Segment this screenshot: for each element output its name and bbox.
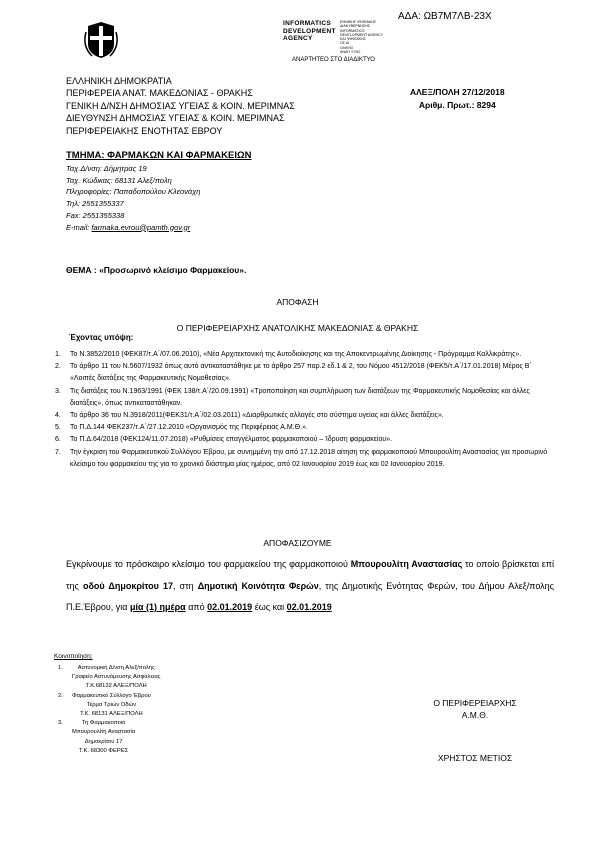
subject-line: ΘΕΜΑ : «Προσωρινό κλείσιμο Φαρμακείου». — [66, 265, 247, 275]
closure-from-date: 02.01.2019 — [207, 602, 253, 612]
cc-label: Κοινοποίηση: — [54, 653, 93, 660]
header-region: ΠΕΡΙΦΕΡΕΙΑ ΑΝΑΤ. ΜΑΚΕΔΟΝΙΑΣ - ΘΡΑΚΗΣ — [66, 88, 253, 98]
greek-emblem-icon — [84, 20, 118, 60]
cc-item: 1. Αστυνομική Δ/νση Αλεξ/πολης Γραφείο Αστυνόμευσης Ασφάλειας Τ.Κ.68132 ΑΛΕΞ/ΠΟΛΗ — [58, 665, 161, 690]
contact-fax: Fax: 2551355338 — [66, 210, 125, 220]
contact-postcode: Ταχ. Κώδικας: 68131 Αλεξ/πολη — [66, 175, 172, 185]
header-department: ΤΜΗΜΑ: ΦΑΡΜΑΚΩΝ ΚΑΙ ΦΑΡΜΑΚΕΙΩΝ — [66, 150, 252, 161]
protocol-block — [410, 86, 505, 111]
signature-name: ΧΡΗΣΤΟΣ ΜΕΤΙΟΣ — [437, 753, 513, 763]
contact-block — [66, 163, 200, 233]
list-item: 6. Το Π.Δ.64/2018 (ΦΕΚ124/11.07.2018) «Ρυθμίσεις επαγγέλματος φαρμακοποιού – Ίδρυση φαρμακείου». — [55, 436, 393, 444]
protocol-number: Αριθμ. Πρωτ.: 8294 — [418, 99, 496, 110]
pharmacy-street: οδού Δημοκρίτου 17 — [82, 580, 173, 591]
signature-region: Α.Μ.Θ. — [461, 710, 489, 720]
decision-paragraph: Εγκρίνουμε το πρόσκαιρο κλείσιμο του φαρμακείου της φαρμακοποιού Μπουρουλίτη Αναστασίας το οποίο βρίσκεται επί της οδού Δημοκρίτου 17, στη Δημοτική Κοινότητα Φερών, της Δημοτικής Ενότητας Φερών, του Δήμου Αλεξ/πολης Π.Ε.Έβρου, για μία (1) ημέρα από 02.01.2019 έως και 02.01.2019 — [66, 559, 554, 612]
decision-heading: ΑΠΟΦΑΣΗ — [276, 297, 319, 307]
signature-title: Ο ΠΕΡΙΦΕΡΕΙΑΡΧΗΣ — [433, 698, 517, 708]
closure-to-date: 02.01.2019 — [286, 602, 332, 612]
list-item: 3. Τις διατάξεις του Ν.1963/1991 (ΦΕΚ 138/τ.Α΄/20.09.1991) «Τροποποίηση και συμπλήρωση των διατάξεων της Φαρμακευτικής Νομοθεσίας και άλλες διατάξεις», όπως αντικαταστάθηκαν. — [55, 387, 530, 407]
cc-item: 3. Τη Φαρμακοποιό Μπουρουλίτη Αναστασία Δημοκρίτου 17 Τ.Κ. 68300 ΦΕΡΕΣ — [58, 720, 136, 754]
ada-code: ΑΔΑ: ΩΒ7Μ7ΛΒ-23Χ — [398, 11, 492, 22]
contact-phone: Τηλ: 2551355337 — [66, 199, 124, 209]
protocol-date: ΑΛΕΞ/ΠΟΛΗ 27/12/2018 — [410, 87, 505, 97]
we-decide-heading: ΑΠΟΦΑΣΙΖΟΥΜΕ — [263, 538, 332, 548]
considering-label: Έχοντας υπόψη: — [69, 333, 134, 342]
contact-email-link[interactable]: farmaka.evrou@pamth.gov.gr — [91, 222, 191, 232]
considerations-list — [55, 349, 555, 471]
anartiteo-label: ΑΝΑΡΤΗΤΕΟ ΣΤΟ ΔΙΑΔΙΚΤΥΟ — [292, 57, 375, 63]
signature-block — [420, 697, 530, 721]
list-item: 2. Το άρθρο 11 του Ν.5607/1932 όπως αυτό αντικαταστάθηκε με το άρθρο 257 παρ.2 εδ.1 & 2, του Νόμου 4512/2018 (ΦΕΚ5/τ.Α΄/17.01.2018) Μέρος Β΄ «Λοιπές διατάξεις της Φαρμακευτικής Νομοθεσίας». — [55, 363, 532, 383]
header-republic: ΕΛΛΗΝΙΚΗ ΔΗΜΟΚΡΑΤΙΑ — [66, 76, 172, 86]
informatics-logo: INFORMATICS DEVELOPMENT AGENCY — [283, 20, 336, 42]
contact-info: Πληροφορίες: Παπαδοπούλου Κλεονάχη — [66, 187, 201, 197]
governor-heading: Ο ΠΕΡΙΦΕΡΕΙΑΡΧΗΣ ΑΝΑΤΟΛΙΚΗΣ ΜΑΚΕΔΟΝΙΑΣ & ΘΡΑΚΗΣ — [176, 323, 419, 333]
list-item: 4. Το άρθρο 36 του Ν.3918/2011(ΦΕΚ31/τ.Α΄/02.03.2011) «Διαρθρωτικές αλλαγές στο σύστημα υγείας και άλλες διατάξεις». — [55, 412, 444, 420]
cc-item: 2. Φαρμακευτικό Σύλλογο Έβρου Τέρμα Τριών Οδών Τ.Κ. 68131 ΑΛΕΞ/ΠΟΛΗ — [58, 692, 151, 718]
list-item: 5. Το Π.Δ.144 ΦΕΚ237/τ.Α΄/27.12.2010 «Οργανισμός της Περιφέρειας Α.Μ.Θ.». — [55, 424, 308, 432]
informatics-logo-small: ΕΘΝΙΚΗΣ ΨΗΦΙΑΚΗΣ ΔΙΑΚΥΒΕΡΝΗΣΗΣ INFORMATICS DEVELOPMENT AGENCY ΚΑΙ ΨΗΦΙΑΚΗΣ ΟΣ ΑΙ ΟΛΙΚΗΣ ΑΝΑΠ ΥΞΗΣ — [340, 20, 384, 55]
contact-address: Ταχ.Δ/νση: Δήμητρας 19 — [66, 164, 147, 173]
closure-duration: μία (1) ημέρα — [130, 602, 186, 612]
header-general-directorate: ΓΕΝΙΚΗ Δ/ΝΣΗ ΔΗΜΟΣΙΑΣ ΥΓΕΙΑΣ & ΚΟΙΝ. ΜΕΡΙΜΝΑΣ — [66, 101, 295, 111]
list-item: 1. Το Ν.3852/2010 (ΦΕΚ87/τ.Α΄/07.06.2010), «Νέα Αρχιτεκτονική της Αυτοδιοίκησης και της Αποκεντρωμένης Διοίκησης - Πρόγραμμα Καλλικράτης». — [55, 351, 522, 358]
pharmacist-name: Μπουρουλίτη Αναστασίας — [350, 559, 463, 569]
contact-email-row: E-mail: farmaka.evrou@pamth.gov.gr — [66, 222, 191, 232]
list-item: 7. Την έγκριση του Φαρμακευτικού Συλλόγου Έβρου, με συνημμένη την από 17.12.2018 αίτηση της φαρμακοποιού Μπουρουλίτη Αναστασίας για προσωρινό κλείσιμο του φαρμακείου της για το χρονικό διάστημα μίας ημέρας, από 02 Ιανουαρίου 2019 έως και 02 Ιανουαρίου 2019. — [55, 448, 548, 468]
header-directorate: ΔΙΕΥΘΥΝΣΗ ΔΗΜΟΣΙΑΣ ΥΓΕΙΑΣ & ΚΟΙΝ. ΜΕΡΙΜΝΑΣ — [66, 113, 285, 123]
header-regional-unit: ΠΕΡΙΦΕΡΕΙΑΚΗΣ ΕΝΟΤΗΤΑΣ ΕΒΡΟΥ — [66, 126, 223, 136]
cc-list — [58, 664, 160, 756]
pharmacy-community: Δημοτική Κοινότητα Φερών — [197, 580, 319, 591]
subject-text: «Προσωρινό κλείσιμο Φαρμακείου». — [99, 265, 247, 275]
